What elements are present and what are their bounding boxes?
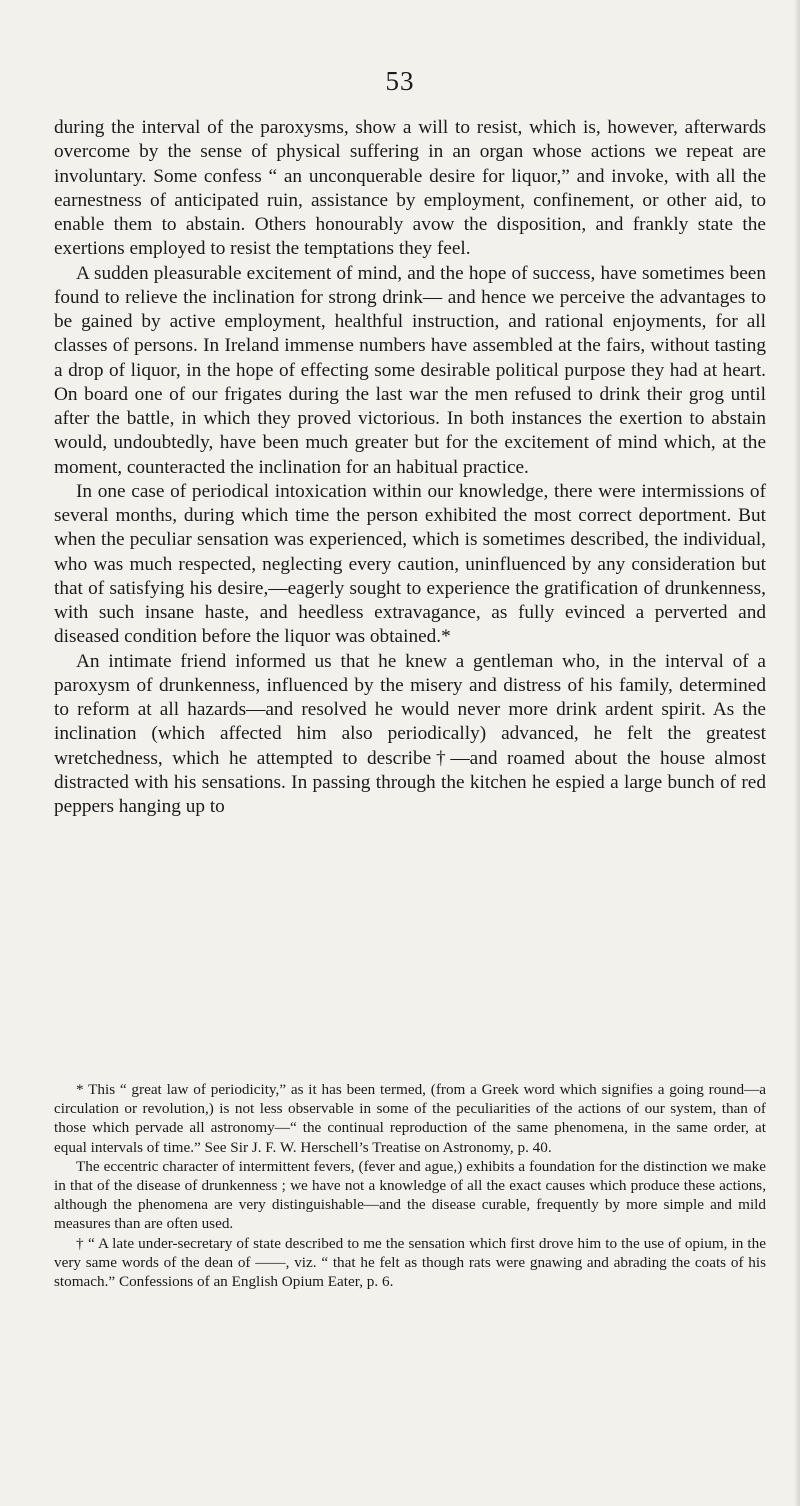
footnote-periodicity: * This “ great law of periodicity,” as it has been termed, (from a Greek word which signifies a going round—a circulation or revolution,) is not less observable in some of the peculiarities of the actions of our system, than of those which pervade all astronomy—“ the continual reproduction of the same phenomena, in the same order, at equal intervals of time.” See Sir J. F. W. Herschell’s Treatise on Astronomy, p. 40. [54,1081,766,1156]
body-text [54,116,766,819]
paragraph-2: A sudden pleasurable excitement of mind, and the hope of success, have sometimes been found to relieve the inclination for strong drink— and hence we perceive the advantages to be gained by active employment, healthful instruction, and rational enjoyments, for all classes of persons. In Ireland immense numbers have assembled at the fairs, without tasting a drop of liquor, in the hope of effecting some desirable political purpose they had at heart. On board one of our frigates during the last war the men refused to drink their grog until after the battle, in which they proved victorious. In both instances the exertion to abstain would, undoubtedly, have been much greater but for the excitement of mind which, at the moment, counteracted the inclination for an habitual practice. [54,262,766,478]
footnote-opium: † “ A late under-secretary of state described to me the sensation which first drove him to the use of opium, in the very same words of the dean of ——, viz. “ that he felt as though rats were gnawing and abrading the coats of his stomach.” Confessions of an English Opium Eater, p. 6. [54,1234,766,1291]
paragraph-4: An intimate friend informed us that he knew a gentleman who, in the interval of a paroxysm of drunkenness, influenced by the misery and distress of his family, determined to reform at all hazards—and resolved he would never more drink ardent spirit. As the inclination (which affected him also periodically) advanced, he felt the greatest wretchedness, which he attempted to describe†—and roamed about the house almost distracted with his sensations. In passing through the kitchen he espied a large bunch of red peppers hanging up to [54,650,766,817]
paragraph-3: In one case of periodical intoxication within our knowledge, there were intermissions of several months, during which time the person exhibited the most correct deportment. But when the peculiar sensation was experienced, which is sometimes described, the individual, who was much respected, neglecting every caution, uninfluenced by any consideration but that of satisfying his desire,—eagerly sought to experience the gratification of drunkenness, with such insane haste, and heedless extravagance, as fully evinced a perverted and diseased condition before the liquor was obtained.* [54,480,766,648]
footnotes [54,1080,766,1291]
page-edge [794,0,800,1506]
page-number: 53 [385,66,415,96]
paragraph-1: during the interval of the paroxysms, show a will to resist, which is, however, afterwards overcome by the sense of physical suffering in an organ whose actions we repeat are involuntary. Some confess “ an unconquerable desire for liquor,” and invoke, with all the earnestness of anticipated ruin, assistance by employment, confinement, or other aid, to enable them to abstain. Others honourably avow the disposition, and frankly state the exertions employed to resist the temptations they feel. [54,117,766,260]
footnote-fevers: The eccentric character of intermittent fevers, (fever and ague,) exhibits a foundation for the distinction we make in that of the disease of drunkenness ; we have not a knowledge of all the exact causes which produce these actions, although the phenomena are very distinguishable—and the disease curable, frequently by more simple and mild measures than are often used. [54,1157,766,1233]
